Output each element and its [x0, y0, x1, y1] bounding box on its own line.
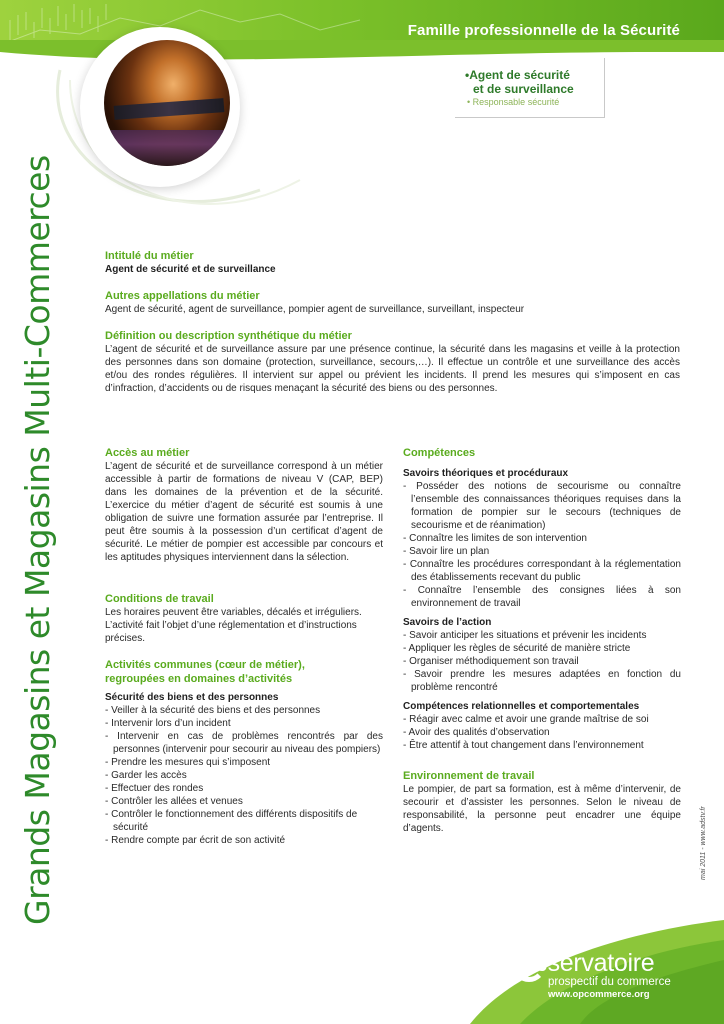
page-title: Famille professionnelle de la Sécurité: [407, 22, 680, 39]
job-main-title: [465, 68, 605, 96]
conditions-heading: Conditions de travail: [105, 593, 214, 605]
activites-heading-line2: regroupées en domaines d’activités: [105, 673, 293, 685]
savoirs-heading: Savoirs théoriques et procéduraux: [403, 468, 569, 479]
list-item: - Contrôler le fonctionnement des différents dispositifs de sécurité: [105, 809, 358, 833]
definition-text: L’agent de sécurité et de surveillance assure par une présence continue, la sécurité dans les magasins et veille à la protection des personnes dans son domaine (protection, surveillance, secours,…). Il effectue un contrôle et une surveillance des accès et/ou des rondes régulières. Il intervient sur appel ou prévient les incidents. Il prend les mesures qui s’imposent en cas d’infraction, d’accidents ou de risques menaçant la sécurité des biens ou des personnes.: [105, 344, 680, 394]
relation-heading: Compétences relationnelles et comportementales: [403, 701, 640, 712]
list-item: - Garder les accès: [105, 770, 187, 781]
website-link[interactable]: www.opcommerce.org: [548, 989, 650, 1000]
savoirs-list: [403, 480, 681, 610]
section-autres: [105, 289, 680, 316]
section-intitule: [105, 249, 680, 276]
store-photo: [104, 40, 230, 166]
list-item: - Avoir des qualités d’observation: [403, 727, 550, 738]
section-conditions: [105, 592, 383, 645]
logo-name: bservatoire: [534, 949, 655, 977]
action-list: [403, 629, 681, 694]
list-item: - Réagir avec calme et avoir une grande maîtrise de soi: [403, 714, 649, 725]
acces-heading: Accès au métier: [105, 447, 190, 459]
list-item: - Intervenir lors d’un incident: [105, 718, 231, 729]
section-environnement: [403, 769, 681, 835]
list-item: - Posséder des notions de secourisme ou connaître l’ensemble des connaissances théoriques requises dans la formation de pompier sur le secours (techniques de secourisme et de réanimation): [403, 481, 681, 531]
section-acces: [105, 446, 383, 564]
definition-heading: Définition ou description synthétique du métier: [105, 330, 352, 342]
activites-heading-line1: Activités communes (cœur de métier),: [105, 659, 305, 671]
section-definition: [105, 329, 680, 395]
list-item: - Savoir anticiper les situations et prévenir les incidents: [403, 630, 647, 641]
list-item: - Prendre les mesures qui s’imposent: [105, 757, 271, 768]
relation-list: [403, 713, 681, 752]
list-item: - Connaître l’ensemble des consignes liées à son environnement de travail: [403, 585, 681, 609]
list-item: - Effectuer des rondes: [105, 783, 204, 794]
list-item: - Intervenir en cas de problèmes rencontrés par des personnes (intervenir pour secourir au niveau des pompiers): [105, 731, 383, 755]
job-title-line2: et de surveillance: [473, 82, 574, 96]
list-item: - Appliquer les règles de sécurité de manière stricte: [403, 643, 631, 654]
job-title-line1: Agent de sécurité: [469, 68, 570, 82]
section-competences: [403, 446, 681, 752]
environnement-text: Le pompier, de part sa formation, est à même d’intervenir, de secourir et d’assister les personnes. Selon le niveau de responsabilité, la personne peut encadrer une équipe d’agents.: [403, 784, 681, 834]
competences-heading: Compétences: [403, 447, 476, 459]
conditions-text: Les horaires peuvent être variables, décalés et irréguliers. L’activité fait l’objet d’une réglementation et d’instructions précises.: [105, 607, 362, 644]
job-bullet: •: [465, 68, 470, 82]
job-title-box: [455, 58, 605, 118]
job-subtitle: • Responsable sécurité: [467, 97, 560, 107]
list-item: - Savoir prendre les mesures adaptées en fonction du problème rencontré: [403, 669, 681, 693]
list-item: - Organiser méthodiquement son travail: [403, 656, 579, 667]
list-item: - Veiller à la sécurité des biens et des personnes: [105, 705, 321, 716]
list-item: - Contrôler les allées et venues: [105, 796, 243, 807]
acces-text: L’agent de sécurité et de surveillance correspond à un métier accessible à partir de formations de niveau V (CAP, BEP) dans les domaines de la prévention et de la sécurité. L’exercice du métier d’agent de sécurité est soumis à une obligation de suivre une formation assurée par l’entreprise. Il peut être soumis à la possession d’un certificat d’agent de sécurité. Le métier de pompier est accessible par concours et les aptitudes physiques interviennent dans la sélection.: [105, 461, 383, 563]
autres-heading: Autres appellations du métier: [105, 290, 260, 302]
list-item: - Être attentif à tout changement dans l’environnement: [403, 740, 644, 751]
environnement-heading: Environnement de travail: [403, 770, 535, 782]
logo-tagline: prospectif du commerce: [548, 976, 671, 988]
list-item: - Connaître les procédures correspondant à la réglementation des établissements recevant du public: [403, 559, 681, 583]
section-activites: [105, 658, 383, 847]
credit-text: mai 2011 - www.adstv.fr: [700, 806, 707, 880]
side-title: Grands Magasins et Magasins Multi-Commerces: [18, 155, 57, 925]
list-item: - Connaître les limites de son intervention: [403, 533, 587, 544]
activites-subheading: Sécurité des biens et des personnes: [105, 692, 279, 703]
intitule-heading: Intitulé du métier: [105, 250, 194, 262]
action-heading: Savoirs de l’action: [403, 617, 492, 628]
activites-list: [105, 704, 383, 847]
intitule-value: Agent de sécurité et de surveillance: [105, 264, 276, 275]
list-item: - Rendre compte par écrit de son activité: [105, 835, 286, 846]
list-item: - Savoir lire un plan: [403, 546, 490, 557]
autres-value: Agent de sécurité, agent de surveillance, pompier agent de surveillance, surveillant, inspecteur: [105, 304, 525, 315]
